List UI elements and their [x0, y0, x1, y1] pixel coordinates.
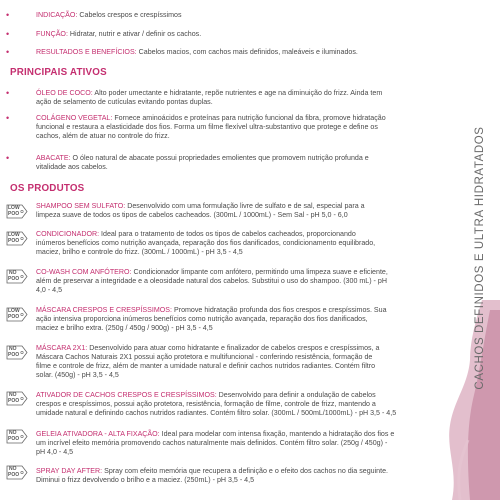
- active-abacate: ABACATE: O óleo natural de abacate possui propriedades emolientes que promovem nutrição profunda e: [36, 154, 369, 162]
- product-mascara-crespos-cont: maciez e brilho extra. (250g / 450g / 900g) - pH 3,5 - 4,5: [36, 324, 213, 332]
- product-condicionador: CONDICIONADOR: Ideal para o tratamento de todos os tipos de cabelos cacheados, proporcionando: [36, 230, 356, 238]
- product-mascara-crespos-cont: ação intensiva proporciona inúmeros benefícios como nutrição avançada, reparação dos fios danificados,: [36, 315, 368, 323]
- low-poo-tag-icon: LOW POO: [6, 306, 28, 323]
- attribute-indicacao: INDICAÇÃO: Cabelos crespos e crespíssimos: [36, 11, 182, 19]
- active-colageno: COLÁGENO VEGETAL: Fornece aminoácidos e proteínas para nutrição funcional da fibra, promove hidratação: [36, 114, 386, 122]
- product-co-wash: CO-WASH COM ANFÓTERO: Condicionador limpante com anfótero, permitindo uma limpeza suave e eficiente,: [36, 268, 388, 276]
- bullet-icon: •: [6, 29, 10, 39]
- no-poo-tag-icon: NO POO: [6, 428, 28, 445]
- product-spray-cont: Diminui o frizz devolvendo o brilho e a maciez. (250mL) - pH 3,5 - 4,5: [36, 476, 255, 484]
- paint-stroke-decoration: [440, 300, 500, 500]
- product-co-wash-cont: 4,0 - 4,5: [36, 286, 63, 294]
- active-colageno-cont: cachos, além de atuar no controle do frizz.: [36, 132, 170, 140]
- bullet-icon: •: [6, 10, 10, 20]
- bullet-icon: •: [6, 88, 10, 98]
- product-ativador-cont: umidade natural e definindo cachos nutridos radiantes. Contém filtro solar. (300mL / 500mL/1000mL) - pH 3,5 - 4,5: [36, 409, 397, 417]
- product-condicionador-cont: inúmeros benefícios como nutrição avançada, reparação dos fios danificados, condicionamento equilibrado,: [36, 239, 376, 247]
- product-mascara-2x1-cont: filme e controle de frizz, além de manter a umidade natural e definir cachos nutridos radiantes. Contém filtro: [36, 362, 376, 370]
- bullet-icon: •: [6, 47, 10, 57]
- no-poo-tag-icon: NO POO: [6, 344, 28, 361]
- no-poo-tag-icon: NO POO: [6, 268, 28, 285]
- active-colageno-cont: funcional e restaura a elasticidade dos fios. Forma um filme flexível ultra-substantivo que protege e define os: [36, 123, 378, 131]
- product-shampoo-cont: limpeza suave de todos os tipos de cabelos cacheados. (300mL / 1000mL) - Sem Sal - pH 5,0 - 6,0: [36, 211, 348, 219]
- attribute-funcao: FUNÇÃO: Hidratar, nutrir e ativar / definir os cachos.: [36, 30, 202, 38]
- product-mascara-2x1-cont: solar. (450g) - pH 3,5 - 4,5: [36, 371, 119, 379]
- product-geleia-cont: pH 4,0 - 4,5: [36, 448, 74, 456]
- low-poo-tag-icon: LOW POO: [6, 230, 28, 247]
- no-poo-tag-icon: NO POO: [6, 390, 28, 407]
- active-oleo-de-coco: ÓLEO DE COCO: Alto poder umectante e hidratante, repõe nutrientes e age na diminuição do frizz. Ainda tem: [36, 89, 383, 97]
- product-shampoo: SHAMPOO SEM SULFATO: Desenvolvido com uma formulação livre de sulfato e de sal, especial para a: [36, 202, 365, 210]
- bullet-icon: •: [6, 113, 10, 123]
- product-condicionador-cont: maciez, brilho e controle do frizz. (300mL / 1000mL) - pH 3,5 - 4,5: [36, 248, 243, 256]
- active-oleo-de-coco-cont: ação de selamento de cutículas evitando pontas duplas.: [36, 98, 213, 106]
- product-co-wash-cont: além de preservar a integridade e a oleosidade natural dos cabelos. Substitui o uso do shampoo. (300 mL) - pH: [36, 277, 387, 285]
- product-mascara-2x1-cont: Máscara Cachos Naturais 2X1 possui ação protetora e multifuncional - conferindo resistência, formação de: [36, 353, 373, 361]
- product-spray: SPRAY DAY AFTER: Spray com efeito memória que recupera a definição e o efeito dos cachos no dia seguinte.: [36, 467, 389, 475]
- section-title-actives: PRINCIPAIS ATIVOS: [10, 67, 107, 78]
- low-poo-tag-icon: LOW POO: [6, 203, 28, 220]
- bullet-icon: •: [6, 153, 10, 163]
- product-ativador: ATIVADOR DE CACHOS CRESPOS E CRESPÍSSIMOS: Desenvolvido para definir a ondulação de cabelos: [36, 391, 376, 399]
- section-title-products: OS PRODUTOS: [10, 183, 85, 194]
- attribute-resultados: RESULTADOS E BENEFÍCIOS: Cabelos macios, com cachos mais definidos, maleáveis e iluminados.: [36, 48, 358, 56]
- product-geleia: GELEIA ATIVADORA - ALTA FIXAÇÃO: Ideal para modelar com intensa fixação, mantendo a hidratação dos fios e: [36, 430, 395, 438]
- product-geleia-cont: um incrível efeito memória promovendo cachos naturalmente mais definidos. Contém filtro solar. (250g / 450g) -: [36, 439, 388, 447]
- product-ativador-cont: crespos e crespíssimos, possui ação protetora, resistência, formação de filme, controle de frizz, mantendo a: [36, 400, 376, 408]
- active-abacate-cont: vitalidade aos cabelos.: [36, 163, 108, 171]
- product-mascara-2x1: MÁSCARA 2X1: Desenvolvido para atuar como hidratante e finalizador de cabelos crespos e crespíssimos, a: [36, 344, 380, 352]
- no-poo-tag-icon: NO POO: [6, 464, 28, 481]
- side-banner: CACHOS DEFINIDOS E ULTRA HIDRATADOS: [474, 126, 486, 390]
- product-mascara-crespos: MÁSCARA CRESPOS E CRESPÍSSIMOS: Promove hidratação profunda dos fios crespos e crespíssimos. Sua: [36, 306, 387, 314]
